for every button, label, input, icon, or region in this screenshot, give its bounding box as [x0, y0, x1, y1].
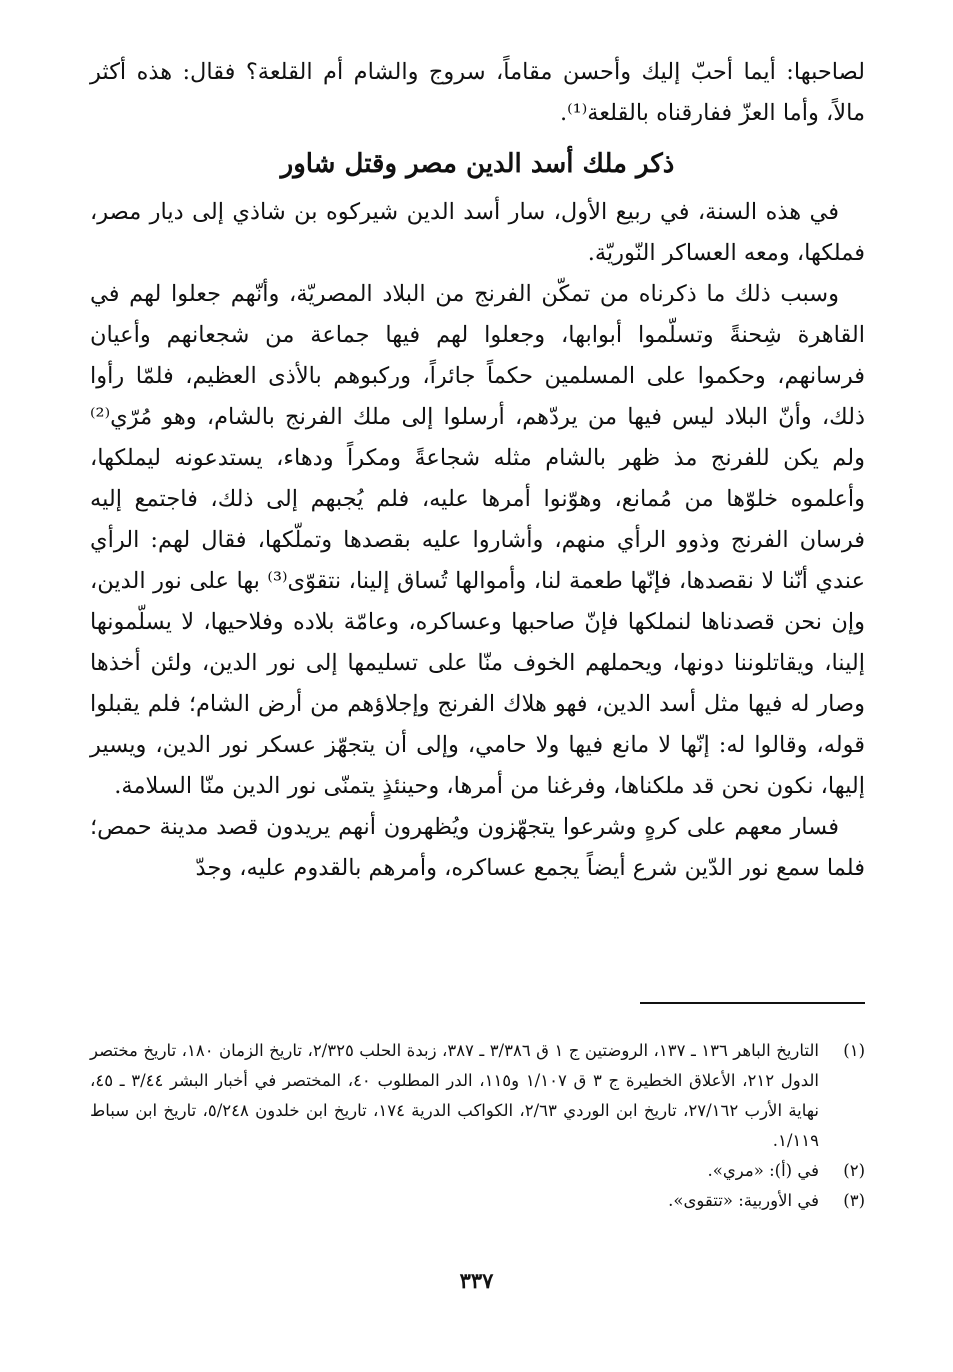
- footnote-separator: [640, 1002, 865, 1004]
- footnote-text: في (أ): «مري».: [707, 1161, 819, 1180]
- footnote-number: (٢): [843, 1161, 865, 1180]
- footnote-3: [90, 1186, 865, 1216]
- footnotes: [90, 1036, 865, 1216]
- paragraph-2: في هذه السنة، في ربيع الأول، سار أسد الدين شيركوه بن شاذي إلى ديار مصر، فملكها، ومعه العساكر النّوريّة.: [90, 199, 865, 266]
- page-content: [90, 52, 865, 889]
- paragraph-4: فسار معهم على كرهٍ وشرعوا يتجهّزون ويُظهرون أنهم يريدون قصد مدينة حمص؛ فلما سمع نور الدّين شرع أيضاً يجمع عساكره، وأمرهم بالقدوم عليه، وجدّ: [90, 814, 865, 881]
- footnote-text: التاريخ الباهر ١٣٦ ـ ١٣٧، الروضتين ج ١ ق ٣/٣٨٦ ـ ٣٨٧، زبدة الحلب ٢/٣٢٥، تاريخ الزمان ١٨٠، تاريخ مختصر الدول ٢١٢، الأعلاق الخطيرة ج ٣ ق ١/١٠٧ و١١٥، الدر المطلوب ٤٠، المختصر في أخبار البشر ٣/٤٤ ـ ٤٥، نهاية الأرب ٢٧/١٦٢، تاريخ ابن الوردي ٢/٦٣، الكواكب الدرية ١٧٤، تاريخ ابن خلدون ٥/٢٤٨، تاريخ ابن سباط ١/١١٩.: [90, 1041, 820, 1150]
- section-heading: ذكر ملك أسد الدين مصر وقتل شاور: [280, 149, 675, 179]
- footnote-2: [90, 1156, 865, 1186]
- paragraph-3: وسبب ذلك ما ذكرناه من تمكّن الفرنج من البلاد المصريّة، وأنّهم جعلوا لهم في القاهرة شِحنةً وتسلّموا أبوابها، وجعلوا لهم فيها جماعة من شجعانهم وأعيان فرسانهم، وحكموا على المسلمين حكماً جائراً، وركبوهم بالأذى العظيم، فلمّا رأوا ذلك، وأنّ البلاد ليس فيها من يردّهم، أرسلوا إلى ملك الفرنج بالشام، وهو مُرّي⁽²⁾ ولم يكن للفرنج مذ ظهر بالشام مثله شجاعةً ومكراً ودهاء، يستدعونه ليملكها، وأعلموه خلوّها من مُمانع، وهوّنوا أمرها عليه، فلم يُجبهم إلى ذلك، فاجتمع إليه فرسان الفرنج وذوو الرأي منهم، وأشاروا عليه بقصدها وتملّكها، فقال لهم: الرأي عندي أنّنا لا نقصدها، فإنّها طعمة لنا، وأموالها تُساق إلينا، نتقوّى⁽³⁾ بها على نور الدين، وإن نحن قصدناها لنملكها فإنّ صاحبها وعساكره، وعامّة بلاده وفلاحيها، لا يسلّمونها إلينا، ويقاتلوننا دونها، ويحملهم الخوف منّا على تسليمها إلى نور الدين، ولئن أخذها وصار له فيها مثل أسد الدين، فهو هلاك الفرنج وإجلاؤهم من أرض الشام؛ فلم يقبلوا قوله، وقالوا له: إنّها لا مانع فيها ولا حامي، وإلى أن يتجهّز عسكر نور الدين، ويسير إليها، نكون نحن قد ملكناها، وفرغنا من أمرها، وحينئذٍ يتمنّى نور الدين منّا السلامة.: [90, 281, 865, 799]
- footnote-1: [90, 1036, 865, 1156]
- footnote-number: (١): [843, 1041, 865, 1060]
- footnote-text: في الأوربية: «تتقوى».: [668, 1191, 819, 1210]
- footnote-number: (٣): [843, 1191, 865, 1210]
- body-text: [90, 52, 865, 889]
- page-number: ٣٣٧: [459, 1268, 494, 1293]
- paragraph-1: لصاحبها: أيما أحبّ إليك وأحسن مقاماً، سروج والشام أم القلعة؟ فقال: هذه أكثر مالاً، وأما العزّ ففارقناه بالقلعة⁽¹⁾.: [90, 59, 865, 126]
